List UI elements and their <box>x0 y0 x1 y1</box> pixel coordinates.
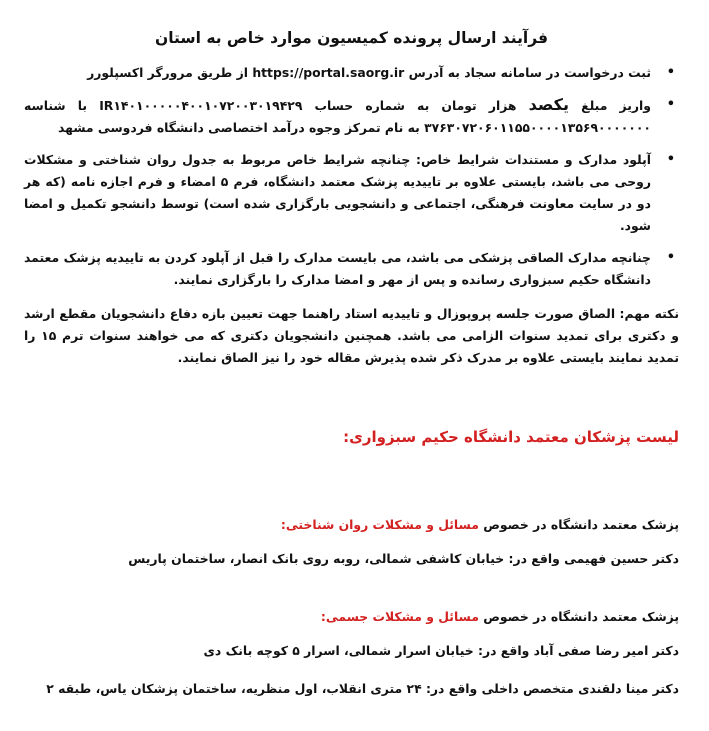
psych-category-prefix: پزشک معتمد دانشگاه در خصوص <box>483 517 679 532</box>
psych-category-highlight: مسائل و مشکلات روان شناختی: <box>280 517 479 532</box>
payment-amount: یکصد <box>528 95 569 114</box>
phys-category-prefix: پزشک معتمد دانشگاه در خصوص <box>483 609 679 624</box>
psych-doctor-1: دکتر حسین فهیمی واقع در: خیابان کاشفی شمالی، روبه روی بانک انصار، ساختمان پاریس <box>128 551 679 566</box>
step2-part1: واریز مبلغ <box>581 98 651 113</box>
phys-doctor-1: دکتر امیر رضا صفی آباد واقع در: خیابان اسرار شمالی، اسرار ۵ کوچه بانک دی <box>203 643 679 658</box>
important-note: نکته مهم: الصاق صورت جلسه پروپوزال و تاییدیه استاد راهنما جهت تعیین بازه دفاع دانشجویان مقطع ارشد و دکتری برای تمدید سنوات الزامی می باشد. همچنین دانشجویان دکتری که می خواهند سنوات ترم ۱۵ را تمدید نمایند بایستی علاوه بر مدرک ذکر شده پذیرش مقاله خود را نیز الصاق نمایند. <box>24 306 679 365</box>
step-register-request <box>24 62 651 84</box>
page-title: فرآیند ارسال پرونده کمیسیون موارد خاص به استان <box>154 29 549 47</box>
step-payment <box>24 94 651 139</box>
account-number: IR۱۴۰۱۰۰۰۰۰۴۰۰۱۰۷۲۰۰۳۰۱۹۴۲۹ <box>99 98 303 113</box>
process-steps-list <box>24 62 679 291</box>
step2-part4: به نام تمرکز وجوه درآمد اختصاصی دانشگاه فردوسی مشهد <box>57 120 420 135</box>
psych-category-heading <box>24 515 679 535</box>
doctors-list-heading: لیست پزشکان معتمد دانشگاه حکیم سبزواری: <box>343 428 679 446</box>
step-upload-documents: • آپلود مدارک و مستندات شرایط خاص: چنانچه شرایط خاص مربوط به جدول روان شناختی و مشکلات روحی می باشد، بایستی علاوه بر تاییدیه پزشک معتمد دانشگاه، فرم ۵ امضاء و فرم اجازه نامه (که هر دو در سایت معاونت فرهنگی، اجتماعی و دانشجویی بارگزاری شده است) توسط دانشجو تکمیل و امضا شود. <box>24 149 651 237</box>
phys-category-heading <box>24 607 679 627</box>
phys-doctor-2: دکتر مینا دلقندی متخصص داخلی واقع در: ۲۴ متری انقلاب، اول منظریه، ساختمان پزشکان یاس، طبقه ۲ <box>46 681 679 696</box>
step-medical-documents: • چنانچه مدارک الصاقی پزشکی می باشد، می بایست مدارک را قبل از آپلود کردن به تاییدیه پزشک معتمد دانشگاه حکیم سبزواری رسانده و پس از مهر و امضا مدارک را بارگزاری نمایند. <box>24 247 651 291</box>
payment-shenaseh: ۳۷۶۳۰۷۲۰۶۰۱۱۵۵۰۰۰۰۱۳۵۶۹۰۰۰۰۰۰۰ <box>424 120 651 135</box>
step2-part3: با شناسه <box>24 98 88 113</box>
phys-category-highlight: مسائل و مشکلات جسمی: <box>320 609 479 624</box>
step2-part2: هزار تومان به شماره حساب <box>314 98 517 113</box>
step1-text-before: ثبت درخواست در سامانه سجاد به آدرس <box>408 65 651 80</box>
step1-text-after: از طریق مرورگر اکسپلورر <box>87 65 248 80</box>
portal-url-link[interactable]: https://portal.saorg.ir <box>252 65 405 80</box>
